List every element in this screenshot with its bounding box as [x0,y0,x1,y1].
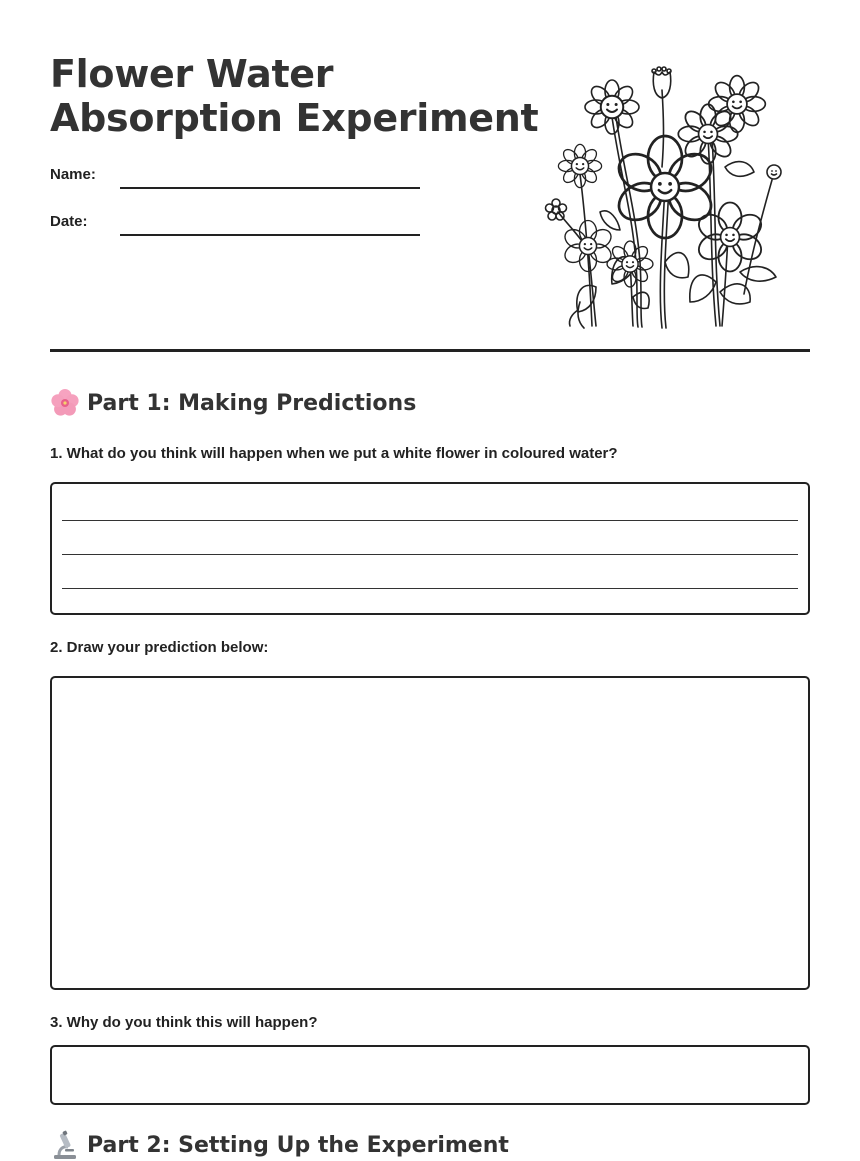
prediction-drawing-box[interactable] [50,676,810,990]
question-2-label: 2. Draw your prediction below: [50,639,269,656]
date-label: Date: [50,213,88,230]
part1-heading [50,388,416,418]
question-1-label: 1. What do you think will happen when we put a white flower in coloured water? [50,445,618,462]
answer-line [62,588,798,589]
question-1-answer-box[interactable] [50,482,810,615]
smiling-flowers-illustration [540,62,790,332]
question-3-label: 3. Why do you think this will happen? [50,1014,318,1031]
title-line-1: Flower Water [50,52,334,96]
date-field[interactable] [120,234,420,236]
part1-title: Part 1: Making Predictions [87,390,417,416]
microscope-icon [50,1130,80,1160]
title-line-2: Absorption Experiment [50,96,539,140]
question-3-answer-box[interactable] [50,1045,810,1105]
page-title [50,52,538,140]
cherry-blossom-icon [50,388,80,418]
part2-title: Part 2: Setting Up the Experiment [87,1132,509,1158]
name-label: Name: [50,166,96,183]
answer-line [62,554,798,555]
name-field[interactable] [120,187,420,189]
header-divider [50,349,810,352]
part2-heading [50,1130,509,1160]
answer-line [62,520,798,521]
